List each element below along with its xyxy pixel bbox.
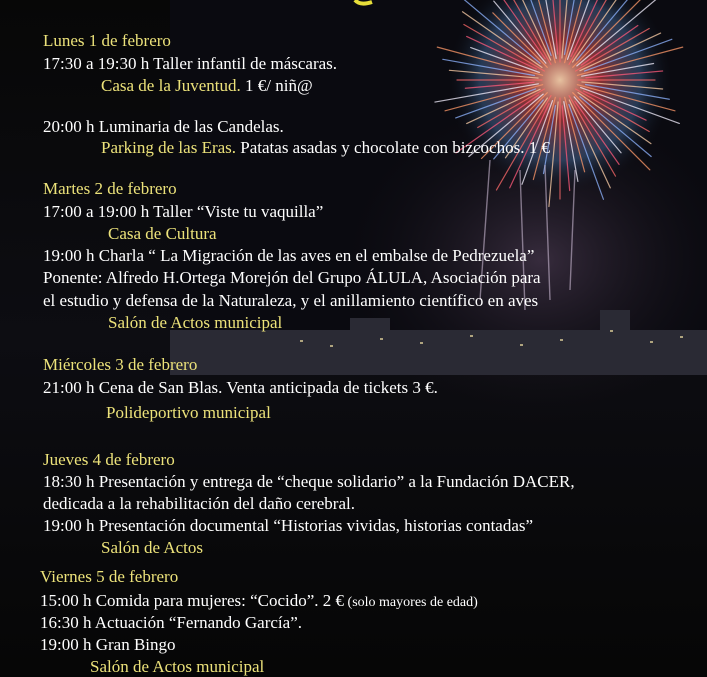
event-line — [101, 76, 313, 96]
event-text: 19:00 h Presentación documental “Historias vividas, historias contadas” — [43, 516, 534, 535]
event-line — [108, 224, 217, 244]
event-line — [43, 291, 538, 311]
event-line — [43, 202, 323, 222]
event-line — [43, 494, 355, 514]
event-text: 19:00 h Gran Bingo — [40, 635, 176, 654]
event-text: 16:30 h Actuación “Fernando García”. — [40, 613, 302, 632]
event-line — [40, 591, 478, 613]
event-line — [43, 117, 284, 137]
event-line — [43, 268, 541, 288]
event-line — [43, 246, 534, 266]
event-text: 20:00 h Luminaria de las Candelas. — [43, 117, 284, 136]
event-line — [40, 613, 302, 633]
event-line — [101, 138, 550, 158]
venue-name: Casa de la Juventud. — [101, 76, 241, 95]
event-text: dedicada a la rehabilitación del daño cerebral. — [43, 494, 355, 513]
day-heading: Lunes 1 de febrero — [43, 31, 171, 50]
venue-name: Salón de Actos municipal — [90, 657, 265, 676]
venue-name: Parking de las Eras. — [101, 138, 237, 157]
event-line — [43, 54, 337, 74]
venue-name: Salón de Actos municipal — [108, 313, 283, 332]
venue-detail: 1 €/ niñ@ — [240, 76, 313, 95]
event-line — [90, 657, 264, 677]
event-text: 21:00 h Cena de San Blas. Venta anticipada de tickets 3 €. — [43, 378, 438, 397]
venue-detail: Patatas asadas y chocolate con bizcochos. 1 € — [236, 138, 550, 157]
event-line — [106, 403, 271, 423]
venue-name: Casa de Cultura — [108, 224, 217, 243]
event-line — [108, 313, 282, 333]
event-text: 17:00 a 19:00 h Taller “Viste tu vaquilla” — [43, 202, 324, 221]
event-text: el estudio y defensa de la Naturaleza, y el anillamiento científico en aves — [43, 291, 539, 310]
venue-name: Polideportivo municipal — [106, 403, 271, 422]
event-line — [40, 635, 176, 655]
day-heading: Miércoles 3 de febrero — [43, 355, 198, 374]
event-line — [43, 472, 575, 492]
event-text: 15:00 h Comida para mujeres: “Cocido”. 2 € — [40, 591, 345, 610]
day-heading: Jueves 4 de febrero — [43, 450, 175, 469]
day-heading: Martes 2 de febrero — [43, 179, 177, 198]
event-line — [43, 516, 533, 536]
event-note: (solo mayores de edad) — [344, 595, 478, 610]
event-text: 17:30 a 19:30 h Taller infantil de máscaras. — [43, 54, 338, 73]
event-text: 18:30 h Presentación y entrega de “cheque solidario” a la Fundación DACER, — [43, 472, 575, 491]
event-text: Ponente: Alfredo H.Ortega Morejón del Grupo ÁLULA, Asociación para — [43, 268, 541, 287]
event-line — [101, 538, 203, 558]
day-heading: Viernes 5 de febrero — [40, 567, 179, 586]
event-line — [43, 378, 438, 398]
venue-name: Salón de Actos — [101, 538, 203, 557]
event-text: 19:00 h Charla “ La Migración de las aves en el embalse de Pedrezuela” — [43, 246, 535, 265]
